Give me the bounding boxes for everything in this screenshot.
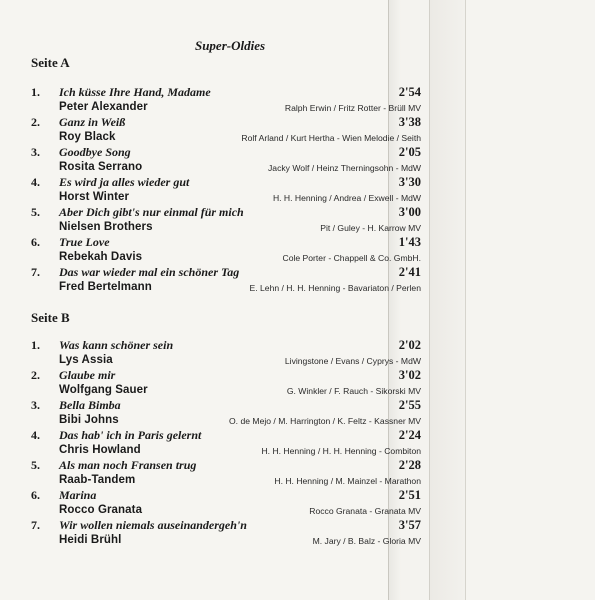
side-label: Seite B — [31, 310, 70, 325]
track-artist: Lys Assia — [59, 354, 113, 366]
track-row — [31, 145, 421, 160]
track-credits-row — [31, 100, 421, 115]
track-row — [31, 398, 421, 413]
track-title: Wir wollen niemals auseinandergeh'n — [59, 518, 247, 532]
track-number: 5. — [31, 458, 40, 472]
track-number: 3. — [31, 398, 40, 412]
track-row — [31, 85, 421, 100]
track-duration: 2'41 — [398, 265, 421, 279]
track-credit: H. H. Henning / Andrea / Exwell - MdW — [272, 193, 421, 203]
track-number: 6. — [31, 235, 40, 249]
track-credit: Ralph Erwin / Fritz Rotter - Brüll MV — [284, 103, 421, 113]
track-artist: Rocco Granata — [59, 504, 143, 516]
track-row — [31, 428, 421, 443]
track-artist: Heidi Brühl — [59, 534, 122, 546]
track-row — [31, 235, 421, 250]
track-credit: E. Lehn / H. H. Henning - Bavariaton / Perlen — [249, 283, 421, 293]
track-row — [31, 458, 421, 473]
track-artist: Fred Bertelmann — [59, 281, 152, 293]
track-artist: Rebekah Davis — [59, 251, 143, 263]
track-row — [31, 368, 421, 383]
track-credits-row — [31, 383, 421, 398]
track-credits-row — [31, 413, 421, 428]
track-artist: Roy Black — [59, 131, 116, 143]
track-credits-row — [31, 160, 421, 175]
track-row — [31, 205, 421, 220]
track-duration: 3'02 — [398, 368, 421, 382]
track-duration: 3'38 — [398, 115, 421, 129]
track-row — [31, 265, 421, 280]
track-artist: Peter Alexander — [59, 101, 148, 113]
track-title: Als man noch Fransen trug — [59, 458, 197, 472]
track-duration: 1'43 — [398, 235, 421, 249]
track-artist: Rosita Serrano — [59, 161, 143, 173]
track-title: Das hab' ich in Paris gelernt — [59, 428, 202, 442]
track-credits-row — [31, 250, 421, 265]
track-credits-row — [31, 443, 421, 458]
track-row — [31, 175, 421, 190]
track-title: Aber Dich gibt's nur einmal für mich — [59, 205, 244, 219]
track-number: 7. — [31, 265, 40, 279]
track-credits-row — [31, 220, 421, 235]
track-number: 4. — [31, 428, 40, 442]
track-credit: G. Winkler / F. Rauch - Sikorski MV — [286, 386, 421, 396]
track-row — [31, 488, 421, 503]
track-title: Ganz in Weiß — [59, 115, 126, 129]
track-number: 1. — [31, 338, 40, 352]
track-title: Glaube mir — [59, 368, 116, 382]
track-credit: H. H. Henning / H. H. Henning - Combiton — [261, 446, 421, 456]
track-number: 3. — [31, 145, 40, 159]
track-artist: Horst Winter — [59, 191, 130, 203]
track-artist: Wolfgang Sauer — [59, 384, 148, 396]
track-title: Goodbye Song — [59, 145, 131, 159]
track-duration: 2'24 — [398, 428, 421, 442]
track-artist: Nielsen Brothers — [59, 221, 153, 233]
track-number: 2. — [31, 368, 40, 382]
track-row — [31, 338, 421, 353]
track-title: Das war wieder mal ein schöner Tag — [59, 265, 240, 279]
track-duration: 2'02 — [398, 338, 421, 352]
track-duration: 3'57 — [398, 518, 421, 532]
track-artist: Chris Howland — [59, 444, 141, 456]
track-number: 1. — [31, 85, 40, 99]
track-duration: 2'51 — [398, 488, 421, 502]
track-credit: O. de Mejo / M. Harrington / K. Feltz - Kassner MV — [229, 416, 421, 426]
track-duration: 2'54 — [398, 85, 421, 99]
track-credit: Rolf Arland / Kurt Hertha - Wien Melodie / Seith — [241, 133, 421, 143]
track-title: Bella Bimba — [59, 398, 121, 412]
track-title: Ich küsse Ihre Hand, Madame — [59, 85, 211, 99]
track-credits-row — [31, 130, 421, 145]
track-duration: 2'05 — [398, 145, 421, 159]
track-title: True Love — [59, 235, 110, 249]
track-credits-row — [31, 190, 421, 205]
side-label: Seite A — [31, 55, 70, 70]
track-title: Marina — [59, 488, 97, 502]
track-number: 5. — [31, 205, 40, 219]
track-artist: Bibi Johns — [59, 414, 119, 426]
track-row — [31, 518, 421, 533]
track-number: 2. — [31, 115, 40, 129]
track-credits-row — [31, 353, 421, 368]
track-title: Es wird ja alles wieder gut — [59, 175, 190, 189]
track-artist: Raab-Tandem — [59, 474, 136, 486]
track-row — [31, 115, 421, 130]
track-duration: 3'00 — [398, 205, 421, 219]
track-credit: Pit / Guley - H. Karrow MV — [320, 223, 421, 233]
track-credit: M. Jary / B. Balz - Gloria MV — [312, 536, 421, 546]
track-credits-row — [31, 473, 421, 488]
track-credits-row — [31, 280, 421, 295]
track-number: 6. — [31, 488, 40, 502]
track-duration: 2'28 — [398, 458, 421, 472]
track-credit: Rocco Granata - Granata MV — [309, 506, 421, 516]
track-credit: Livingstone / Evans / Cyprys - MdW — [284, 356, 421, 366]
track-duration: 2'55 — [398, 398, 421, 412]
track-title: Was kann schöner sein — [59, 338, 174, 352]
track-credits-row — [31, 503, 421, 518]
track-credit: Cole Porter - Chappell & Co. GmbH. — [282, 253, 421, 263]
track-number: 7. — [31, 518, 40, 532]
track-duration: 3'30 — [398, 175, 421, 189]
page-title: Super-Oldies — [194, 38, 266, 53]
track-credit: Jacky Wolf / Heinz Therningsohn - MdW — [268, 163, 421, 173]
track-number: 4. — [31, 175, 40, 189]
track-credits-row — [31, 533, 421, 548]
track-credit: H. H. Henning / M. Mainzel - Marathon — [274, 476, 421, 486]
